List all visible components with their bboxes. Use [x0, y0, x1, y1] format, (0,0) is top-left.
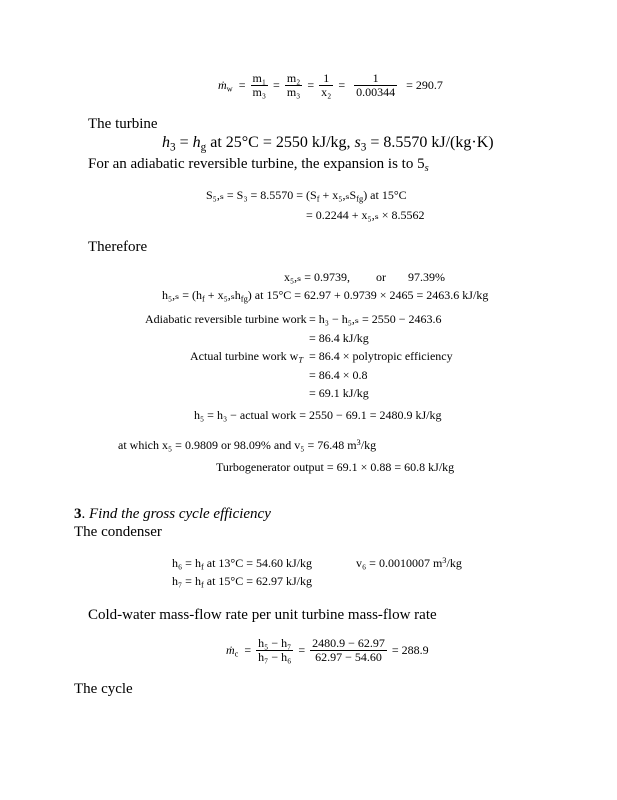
condenser-h6: $h_6 = h_f$ at 13°C = 54.60 kJ/kg: [172, 556, 312, 572]
condenser-v6: v₆ = 0.0010007 $m^3/kg$: [356, 556, 462, 570]
actual-work-row4: = 86.4 × 0.8: [309, 368, 368, 382]
dryness-x5-statement: at which x₅ = 0.9809 or 98.09% and v₅ = 76.48 $m^3/kg$: [118, 438, 377, 452]
turbine-heading: The turbine: [88, 116, 158, 132]
adiabatic-work-row1: = h₃ − h₅,ₛ = 2550 − 2463.6: [309, 312, 442, 326]
cycle-heading: The cycle: [74, 681, 133, 697]
therefore-label: Therefore: [88, 239, 148, 255]
actual-work-row5: = 69.1 kJ/kg: [309, 386, 369, 400]
adiabatic-work-label: Adiabatic reversible turbine work: [145, 312, 307, 326]
condenser-heading: The condenser: [74, 524, 162, 540]
h3-statement: $h_3 = h_g$ at 25°C = 2550 kJ/kg, $s_3 = 8.5570$ kJ/(kg·K): [162, 134, 494, 154]
actual-work-row3: = 86.4 × polytropic efficiency: [309, 349, 453, 363]
equation-enthalpy-h5: h₅ = h₃ − actual work = 2550 − 69.1 = 2480.9 kJ/kg: [194, 408, 442, 422]
cold-water-flow-statement: Cold-water mass-flow rate per unit turbine mass-flow rate: [88, 607, 437, 623]
adiabatic-work-row2: = 86.4 kJ/kg: [309, 331, 369, 345]
condenser-h7: $h_7 = h_f$ at 15°C = 62.97 kJ/kg: [172, 574, 312, 590]
equation-entropy-s5-row2: = 0.2244 + x₅,ₛ × 8.5562: [306, 208, 425, 222]
equation-mass-flow-water: ṁ$_w$ = $\frac{\text{m₁}}{\text{m₃}}$ = $\frac{\text{m₂}}{\text{m₃}}$ = $\frac{1}{\text{x₂}}$ = $\frac{1}{0.00344}$ = 290.7: [218, 71, 443, 99]
equation-dryness-x5: x₅,ₛ = 0.9739, or 97.39%: [284, 270, 445, 284]
actual-work-label: Actual turbine work $w_T$: [190, 349, 303, 365]
equation-mass-flow-cold-water: ṁ$_c$ = $\frac{\text{h₅ − h₇}}{\text{h₇ − h₆}}$ = $\frac{2480.9 - 62.97}{62.97 - 54.60}$ = 288.9: [226, 636, 429, 664]
equation-enthalpy-h5s: $h_5,_s = (h_f + x_5,_sh_{fg})$ at 15°C = 62.97 + 0.9739 × 2465 = 2463.6 kJ/kg: [162, 288, 489, 304]
turbogenerator-output: Turbogenerator output = 69.1 × 0.88 = 60.8 kJ/kg: [216, 460, 455, 474]
section-3-heading: 3. Find the gross cycle efficiency: [74, 506, 271, 522]
equation-entropy-s5: $S_5,_s = S_3 = 8.5570 = (S_f + x_5,_sS_{fg})$ at 15°C: [206, 188, 407, 204]
adiabatic-statement: For an adiabatic reversible turbine, the expansion is to $5_s$: [88, 156, 429, 175]
